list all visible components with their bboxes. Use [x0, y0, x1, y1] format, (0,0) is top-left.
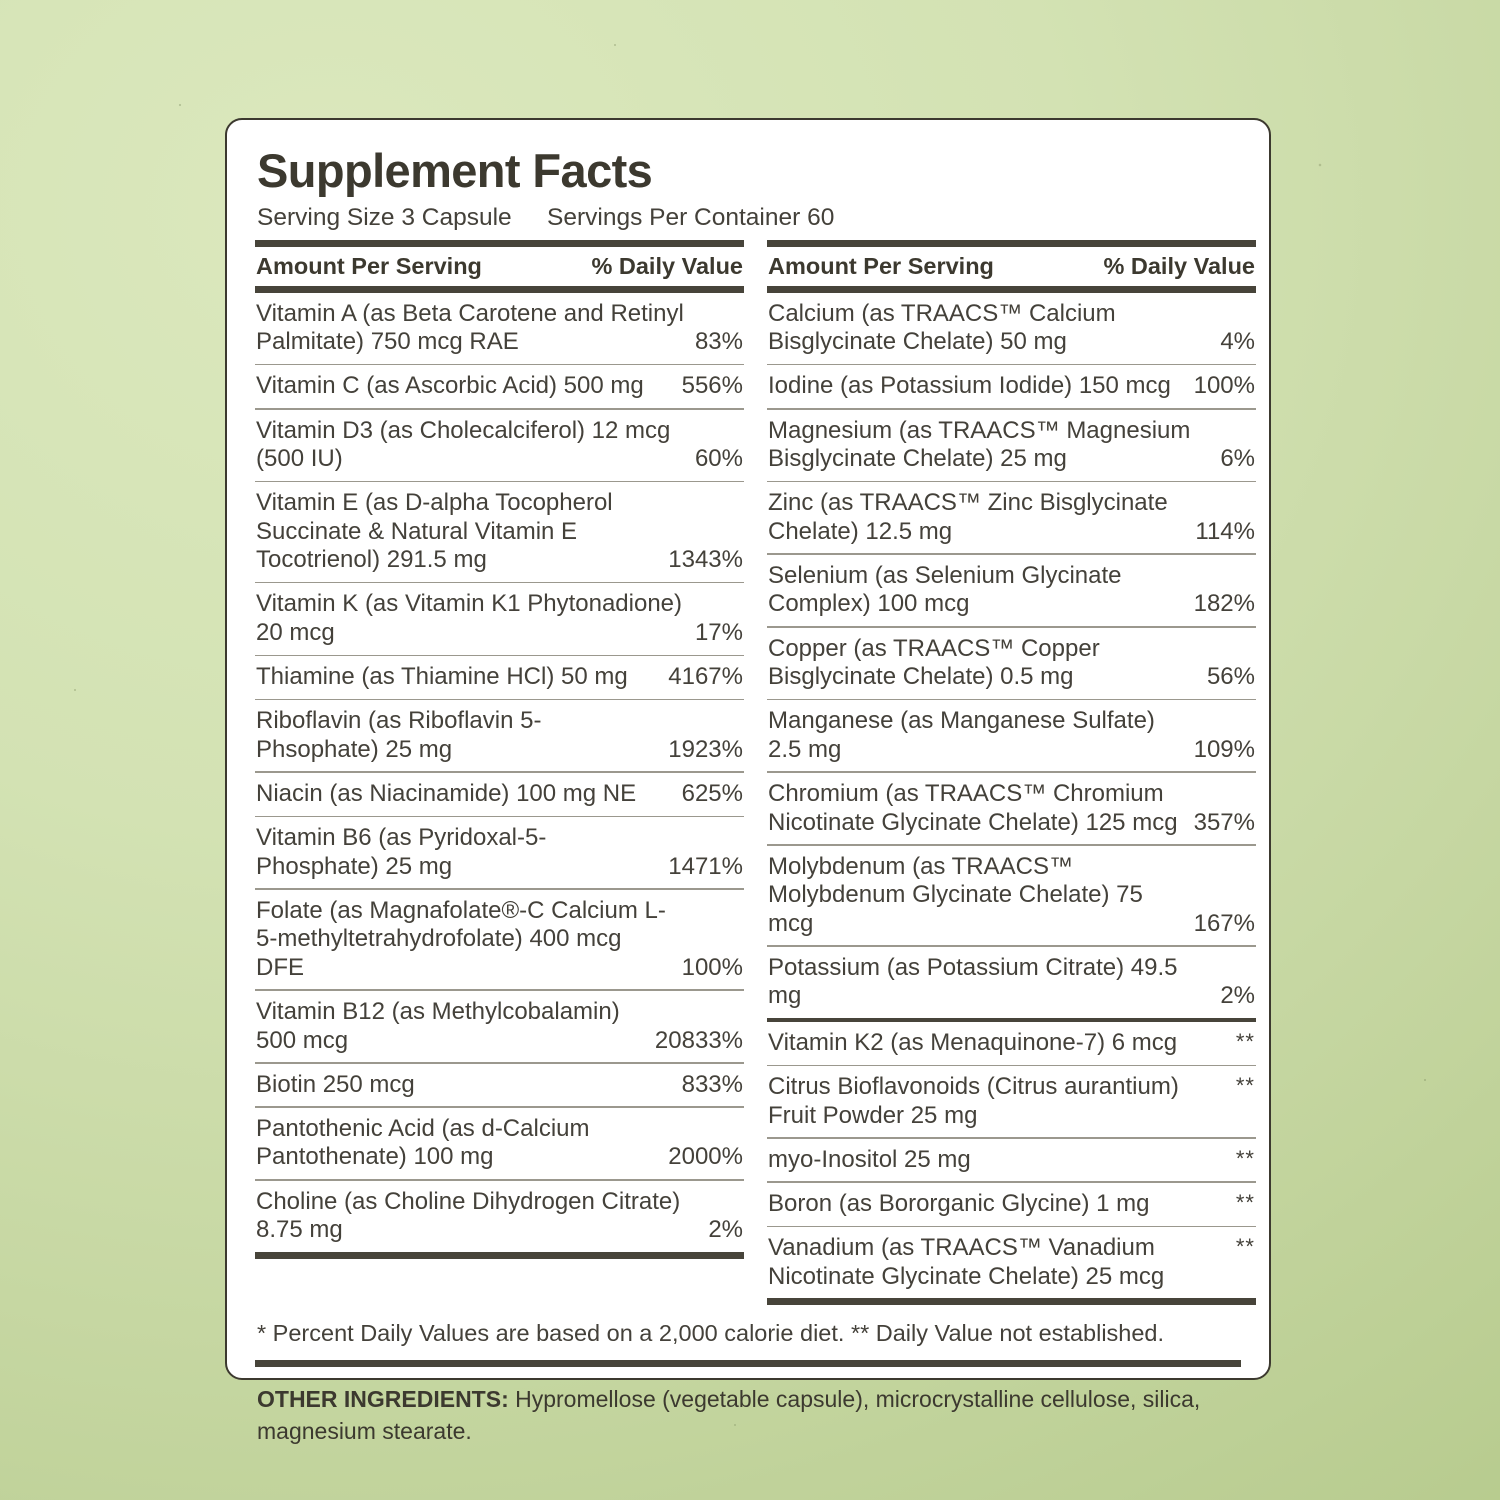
nutrient-daily-value: 556%	[681, 372, 743, 400]
nutrient-row	[255, 773, 744, 816]
right-header-amount: Amount Per Serving	[768, 252, 994, 279]
nutrient-row	[767, 1139, 1256, 1182]
nutrient-row	[767, 1066, 1256, 1137]
nutrient-row	[255, 365, 744, 408]
nutrient-row	[767, 1227, 1256, 1298]
nutrient-name: Riboflavin (as Riboflavin 5-Phsophate) 25 mg	[256, 707, 542, 763]
nutrient-name: Vitamin K2 (as Menaquinone-7) 6 mcg	[768, 1029, 1178, 1057]
nutrient-daily-value: **	[1235, 1234, 1255, 1260]
nutrient-name: Potassium (as Potassium Citrate) 49.5 mg	[768, 953, 1178, 1010]
nutrient-name: Chromium (as TRAACS™ Chromium Nicotinate Glycinate Chelate) 125 mcg	[768, 780, 1178, 836]
nutrient-daily-value: 100%	[1193, 372, 1255, 400]
nutrient-row	[767, 846, 1256, 946]
nutrient-daily-value: 60%	[694, 445, 743, 473]
nutrient-name: Folate (as Magnafolate®-C Calcium L-5-methyltetrahydrofolate) 400 mcg DFE	[256, 896, 666, 981]
nutrient-row	[255, 410, 744, 481]
nutrient-row	[255, 991, 744, 1062]
supplement-facts-panel	[225, 118, 1271, 1445]
nutrient-name: Calcium (as TRAACS™ Calcium Bisglycinate Chelate) 50 mg	[768, 299, 1116, 356]
nutrient-name: Boron (as Bororganic Glycine) 1 mg	[768, 1189, 1150, 1217]
divider-thick	[255, 1360, 1241, 1367]
nutrient-name: Citrus Bioflavonoids (Citrus aurantium) Fruit Powder 25 mg	[768, 1073, 1179, 1129]
serving-size: Serving Size 3 Capsule	[257, 204, 512, 232]
nutrient-daily-value: 357%	[1193, 808, 1255, 836]
servings-per-container: Servings Per Container 60	[547, 204, 835, 232]
nutrient-row	[767, 555, 1256, 626]
nutrient-name: Selenium (as Selenium Glycinate Complex) 100 mcg	[768, 561, 1122, 618]
other-ingredients	[255, 1367, 1241, 1448]
nutrient-row	[255, 1108, 744, 1179]
nutrient-daily-value: 2%	[708, 1216, 743, 1244]
nutrient-daily-value: 167%	[1193, 909, 1255, 937]
daily-value-footnote: * Percent Daily Values are based on a 2,000 calorie diet. ** Daily Value not established.	[257, 1320, 1165, 1347]
nutrient-name: Molybdenum (as TRAACS™ Molybdenum Glycinate Chelate) 75 mcg	[768, 852, 1143, 937]
other-ingredients-label: OTHER INGREDIENTS:	[257, 1385, 509, 1412]
nutrient-row	[255, 482, 744, 582]
nutrient-daily-value: **	[1235, 1029, 1255, 1055]
left-column-header	[255, 247, 744, 286]
nutrient-name: Vitamin B12 (as Methylcobalamin) 500 mcg	[256, 998, 620, 1054]
nutrient-row	[767, 365, 1256, 408]
nutrient-row	[767, 700, 1256, 771]
divider-thick	[767, 286, 1256, 293]
nutrient-daily-value: 17%	[694, 619, 743, 647]
nutrient-row	[255, 817, 744, 888]
nutrient-daily-value: 1923%	[668, 735, 743, 763]
nutrient-daily-value: 4167%	[668, 663, 743, 691]
nutrient-row	[767, 628, 1256, 699]
nutrient-daily-value: 1471%	[668, 852, 743, 880]
nutrient-name: Vitamin D3 (as Cholecalciferol) 12 mcg (500 IU)	[256, 416, 671, 473]
nutrient-name: Vanadium (as TRAACS™ Vanadium Nicotinate Glycinate Chelate) 25 mcg	[768, 1234, 1165, 1290]
left-header-amount: Amount Per Serving	[256, 252, 482, 279]
nutrient-daily-value: **	[1235, 1189, 1255, 1215]
nutrient-name: Copper (as TRAACS™ Copper Bisglycinate Chelate) 0.5 mg	[768, 634, 1100, 691]
nutrient-name: Vitamin E (as D-alpha Tocopherol Succinate & Natural Vitamin E Tocotrienol) 291.5 mg	[256, 489, 613, 574]
nutrient-row	[767, 1183, 1256, 1226]
footnote-section	[255, 1309, 1241, 1448]
page-title: Supplement Facts	[257, 144, 653, 197]
nutrient-name: Iodine (as Potassium Iodide) 150 mcg	[768, 372, 1171, 400]
nutrient-daily-value: 109%	[1193, 735, 1255, 763]
nutrient-name: Vitamin K (as Vitamin K1 Phytonadione) 20 mcg	[256, 590, 683, 647]
nutrient-daily-value: 833%	[681, 1070, 743, 1098]
nutrient-daily-value: **	[1235, 1145, 1255, 1171]
nutrient-daily-value: 1343%	[668, 546, 743, 574]
nutrient-name: Choline (as Choline Dihydrogen Citrate) 8.75 mg	[256, 1187, 681, 1244]
nutrient-name: Vitamin A (as Beta Carotene and Retinyl Palmitate) 750 mcg RAE	[256, 299, 684, 356]
nutrient-name: Manganese (as Manganese Sulfate) 2.5 mg	[768, 707, 1155, 763]
other-ingredients-text: Hypromellose (vegetable capsule), microcrystalline cellulose, silica, magnesium stearate.	[257, 1385, 1201, 1445]
nutrient-name: Thiamine (as Thiamine HCl) 50 mg	[256, 663, 628, 691]
nutrient-daily-value: 2%	[1220, 982, 1255, 1010]
nutrient-name: Pantothenic Acid (as d-Calcium Pantothenate) 100 mg	[256, 1114, 590, 1171]
nutrient-row	[255, 890, 744, 990]
nutrient-columns	[255, 240, 1255, 1305]
nutrient-row	[767, 773, 1256, 844]
nutrient-daily-value: 6%	[1220, 445, 1255, 473]
nutrient-row	[255, 583, 744, 654]
divider-thick	[255, 286, 744, 293]
nutrient-name: Magnesium (as TRAACS™ Magnesium Bisglycinate Chelate) 25 mg	[768, 416, 1191, 473]
divider-thick	[767, 1298, 1256, 1305]
nutrient-row	[767, 293, 1256, 364]
divider-thick	[255, 240, 744, 247]
nutrient-row	[255, 293, 744, 364]
nutrient-daily-value: 182%	[1193, 590, 1255, 618]
right-nutrient-column	[767, 240, 1256, 1305]
nutrient-row	[767, 947, 1256, 1018]
serving-info	[257, 203, 1241, 232]
nutrient-row	[767, 1022, 1256, 1065]
nutrient-daily-value: 625%	[681, 780, 743, 807]
nutrient-daily-value: 2000%	[668, 1143, 743, 1171]
left-header-daily-value: % Daily Value	[591, 252, 743, 279]
nutrient-row	[255, 656, 744, 699]
right-header-daily-value: % Daily Value	[1103, 252, 1255, 279]
nutrient-name: Vitamin C (as Ascorbic Acid) 500 mg	[256, 372, 644, 400]
nutrient-daily-value: 83%	[694, 328, 743, 356]
nutrient-row	[255, 700, 744, 771]
nutrient-daily-value: **	[1235, 1073, 1255, 1099]
nutrient-name: Niacin (as Niacinamide) 100 mg NE	[256, 780, 637, 807]
nutrient-name: Vitamin B6 (as Pyridoxal-5-Phosphate) 25 mg	[256, 824, 547, 880]
divider-thick	[255, 1252, 744, 1259]
divider-thick	[767, 240, 1256, 247]
nutrient-row	[255, 1064, 744, 1107]
nutrient-daily-value: 114%	[1195, 517, 1255, 545]
nutrient-name: Zinc (as TRAACS™ Zinc Bisglycinate Chelate) 12.5 mg	[768, 489, 1168, 545]
nutrient-row	[255, 1181, 744, 1252]
right-column-header	[767, 247, 1256, 286]
nutrient-daily-value: 56%	[1206, 663, 1255, 691]
nutrient-row	[767, 410, 1256, 481]
nutrient-name: Biotin 250 mcg	[256, 1070, 415, 1098]
nutrient-daily-value: 100%	[681, 953, 743, 981]
nutrient-daily-value: 4%	[1220, 328, 1255, 356]
nutrient-row	[767, 482, 1256, 553]
left-nutrient-column	[255, 240, 744, 1259]
nutrient-name: myo-Inositol 25 mg	[768, 1145, 971, 1173]
nutrient-daily-value: 20833%	[654, 1026, 743, 1054]
